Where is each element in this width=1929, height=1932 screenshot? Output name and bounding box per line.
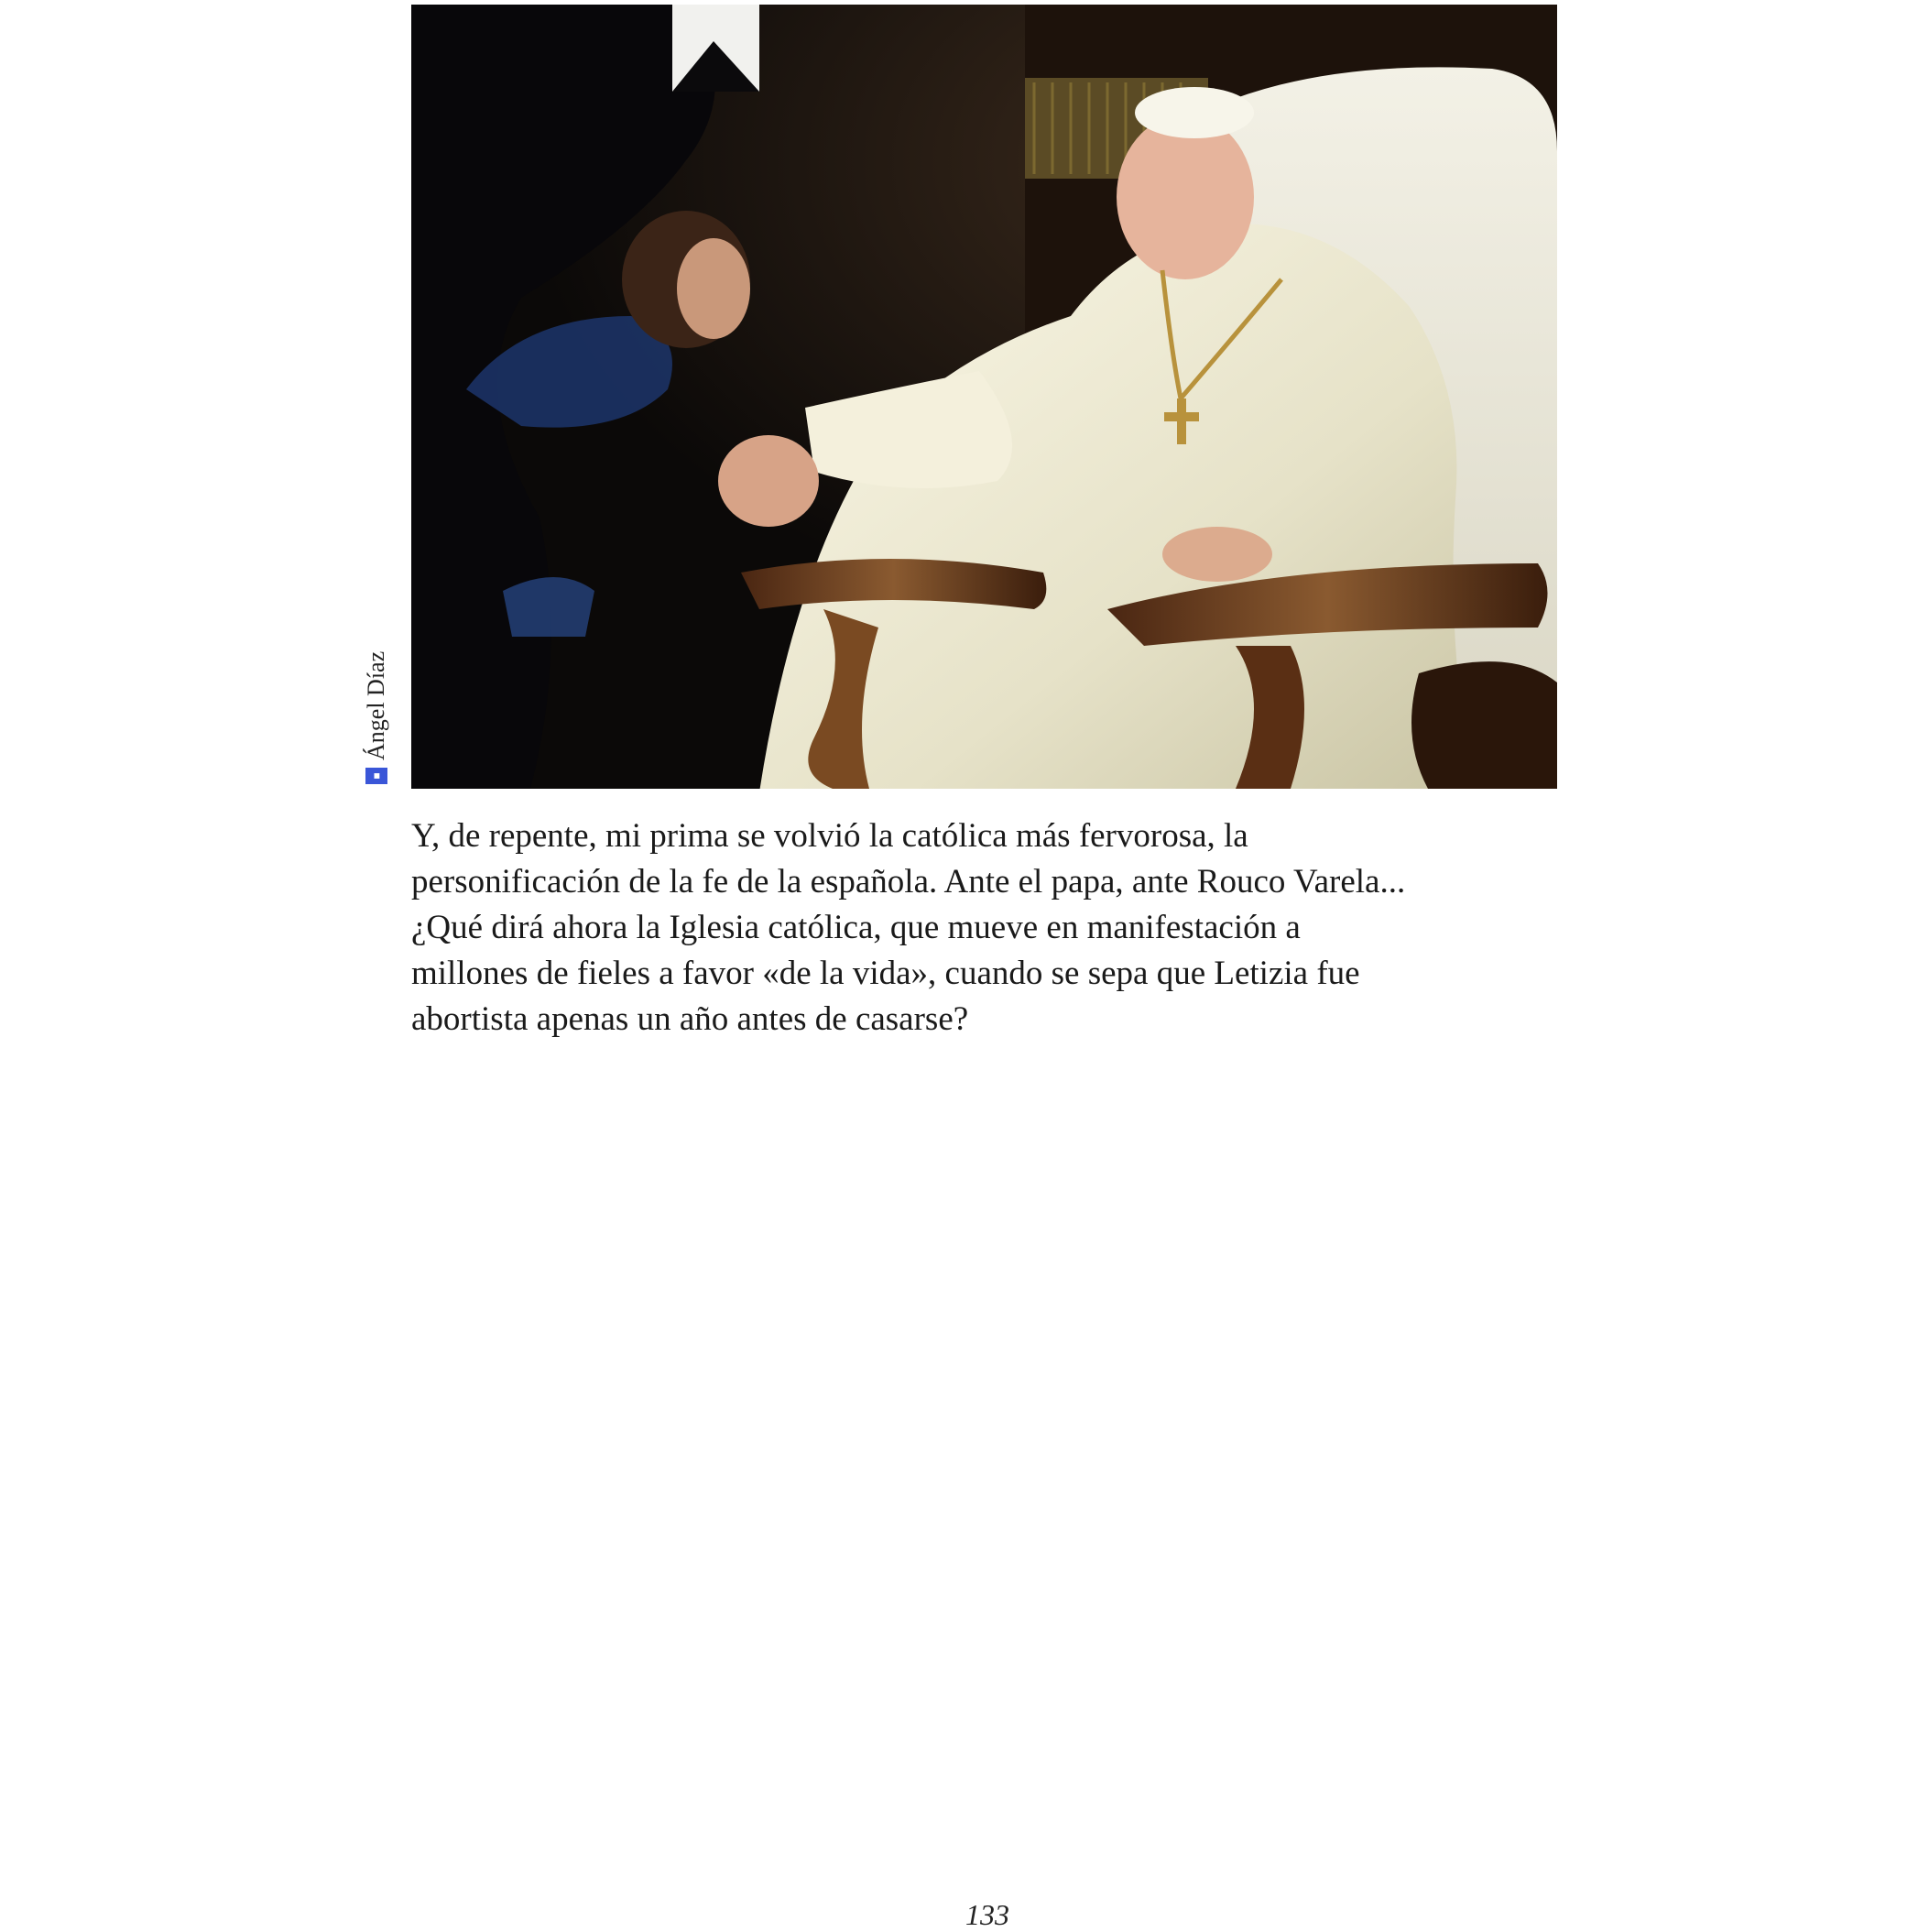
paragraph-line: millones de fieles a favor «de la vida», cuando se sepa que Letizia fue — [411, 955, 1360, 992]
photo-pope-audience — [411, 5, 1557, 789]
photo-credit — [363, 651, 390, 790]
agency-logo-icon: ■ — [365, 768, 387, 790]
paragraph-line: personificación de la fe de la española. Ante el papa, ante Rouco Varela... — [411, 863, 1406, 901]
body-paragraph — [411, 813, 1565, 1042]
page-number: 133 — [965, 1898, 1009, 1931]
paragraph-line: Y, de repente, mi prima se volvió la católica más fervorosa, la — [411, 817, 1248, 855]
paragraph-line: ¿Qué dirá ahora la Iglesia católica, que mueve en manifestación a — [411, 909, 1301, 946]
photo-illustration — [411, 5, 1557, 789]
paragraph-line: abortista apenas un año antes de casarse? — [411, 1000, 969, 1038]
photo-credit-text: Ángel Díaz — [363, 650, 389, 760]
